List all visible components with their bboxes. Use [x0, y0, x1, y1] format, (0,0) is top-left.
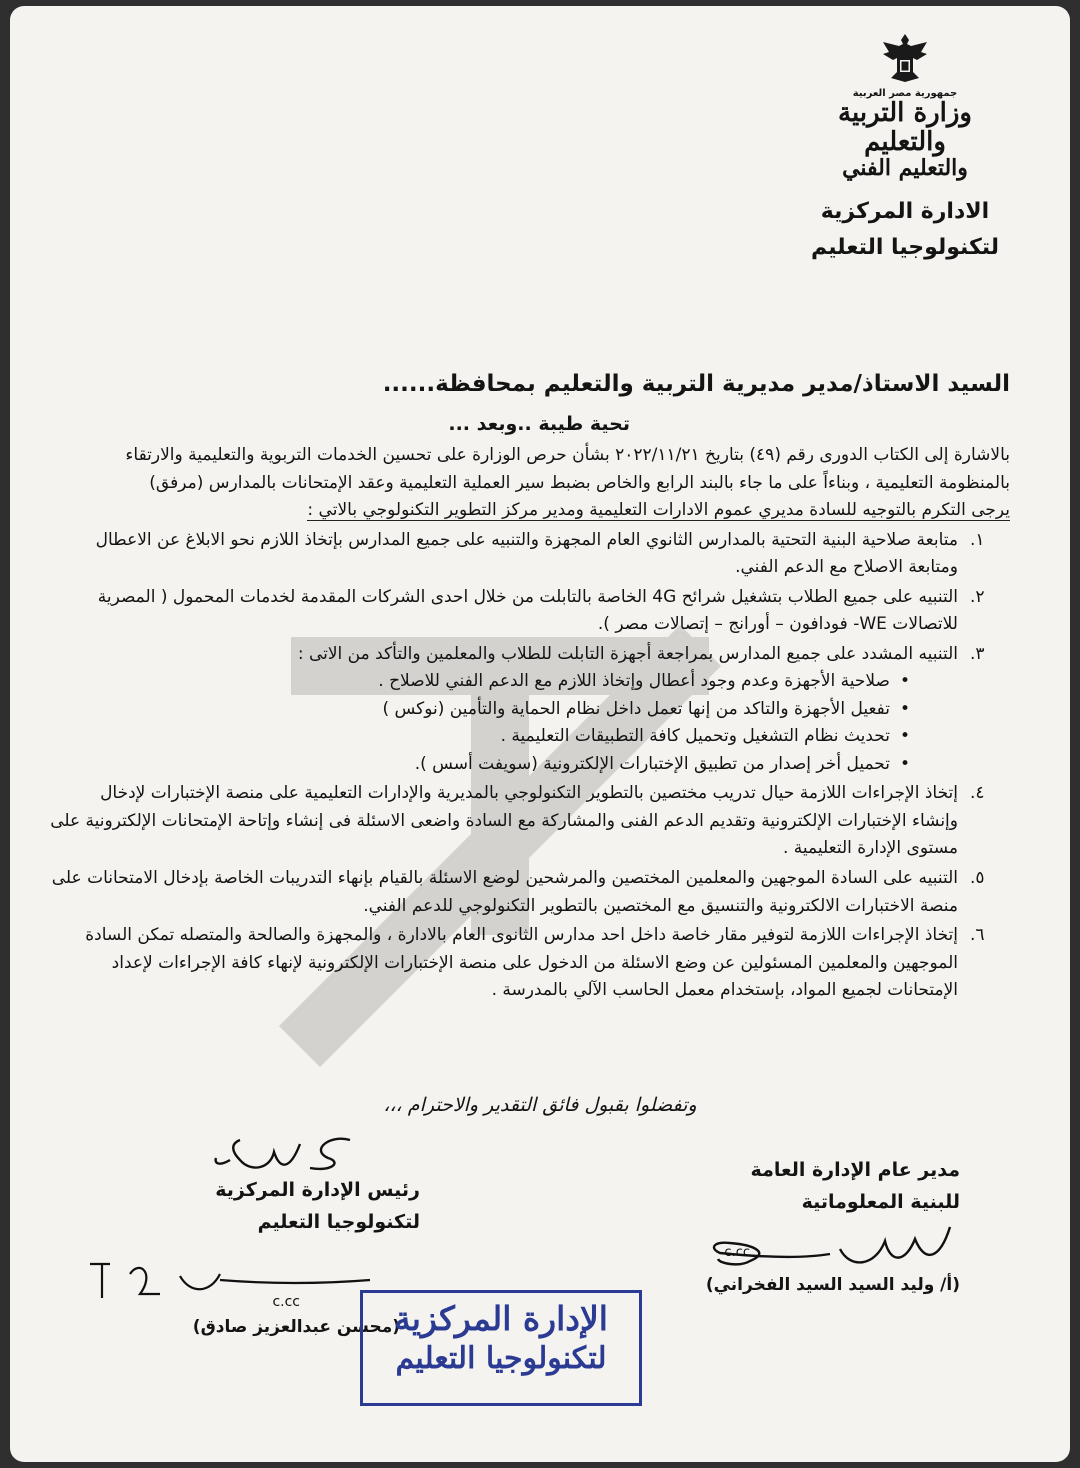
letterhead-country: جمهورية مصر العربية — [852, 88, 958, 99]
letterhead-ministry: وزارة التربية والتعليم — [838, 98, 972, 157]
greeting: تحية طيبة ..وبعد ... — [448, 413, 630, 436]
signature-block-right — [700, 1154, 960, 1295]
point-number: ٢. — [970, 586, 985, 607]
point-number: ٥. — [970, 867, 985, 888]
list-item — [50, 584, 1010, 639]
point-number: ٣. — [970, 643, 985, 664]
closing-line: وتفضلوا بقبول فائق التقدير والاحترام ،،، — [383, 1094, 697, 1116]
eagle-emblem-icon — [877, 32, 933, 84]
point-text: التنبيه المشدد على جميع المدارس بمراجعة أجهزة التابلت للطلاب والمعلمين والتأكد من الاتى : — [297, 643, 958, 664]
letterhead-dept-line1: الادارة المركزية — [820, 199, 990, 225]
list-item — [50, 922, 1010, 1005]
signature-name: (أ/ وليد السيد السيد الفخراني) — [705, 1274, 960, 1295]
svg-text:c.cc: c.cc — [272, 1294, 300, 1310]
point-number: ٦. — [970, 925, 985, 946]
list-item — [50, 641, 1010, 779]
stamp-line1: الإدارة المركزية — [394, 1299, 608, 1338]
svg-text:c.cc: c.cc — [724, 1244, 750, 1260]
signature-title: رئيس الإدارة المركزية — [215, 1179, 420, 1201]
letterhead — [810, 32, 1000, 265]
letterhead-department — [810, 194, 1000, 264]
list-item — [50, 780, 1010, 863]
official-stamp — [360, 1290, 642, 1406]
request-line: يرجى التكرم بالتوجيه للسادة مديري عموم الادارات التعليمية ومدير مركز التطوير التكنولوجي بالاتي : — [307, 500, 1010, 521]
points-list — [50, 527, 1010, 1005]
sub-item: • تحديث نظام التشغيل وتحميل كافة التطبيقات التعليمية . — [50, 723, 910, 751]
document-page — [10, 6, 1070, 1462]
sub-item: • تفعيل الأجهزة والتاكد من إنها تعمل داخل نظام الحماية والتأمين (نوكس ) — [50, 696, 910, 724]
intro-paragraph — [50, 442, 1010, 525]
intro-text: بالاشارة إلى الكتاب الدورى رقم (٤٩) بتاريخ ٢٠٢٢/١١/٢١ بشأن حرص الوزارة على تحسين الخدمات التربوية والتعليمية والارتقاء بالمنظومة التعليمية ، وبناءاً على ما جاء بالبند الرابع والخاص بضبط سير العملية التعليمية وعقد الإمتحانات بالمدارس (مرفق) — [125, 445, 1010, 493]
list-item — [50, 527, 1010, 582]
letterhead-dept-line2: لتكنولوجيا التعليم — [810, 234, 1000, 260]
letterhead-ministry-sub: والتعليم الفني — [842, 155, 968, 182]
point-text: إتخاذ الإجراءات اللازمة لتوفير مقار خاصة داخل احد مدارس الثانوى العام بالادارة ، والمجهزة والصالحة والمتصله تمكن السادة الموجهين والمعلمين المسئولين عن وضع الاسئلة من الدخول على منصة الإختبارات الإلكترونية لإنهاء كافة الإجراءات لإعداد الإمتحانات لجميع المواد، بإستخدام معمل الحاسب الآلي بالمدرسة . — [85, 925, 958, 1001]
sub-item: • تحميل أخر إصدار من تطبيق الإختبارات الإلكترونية (سويفت أسس ). — [50, 751, 910, 779]
point-text: التنبيه على جميع الطلاب بتشغيل شرائح 4G الخاصة بالتابلت من خلال احدى الشركات المقدمة لخدمات المحمول ( المصرية للاتصالات WE- فودافون – أورانج – إتصالات مصر ). — [97, 586, 958, 635]
signature-title: مدير عام الإدارة العامة — [750, 1159, 960, 1181]
point-text: متابعة صلاحية البنية التحتية بالمدارس الثانوي العام المجهزة والتنبيه على جميع المدارس بإتخاذ اللازم نحو الابلاغ عن الاعطال ومتابعة الاصلاح مع الدعم الفني. — [95, 529, 958, 578]
list-item — [50, 865, 1010, 920]
stamp-line2: لتكنولوجيا التعليم — [395, 1340, 607, 1376]
point-number: ٤. — [970, 783, 985, 804]
signature-title-sub: للبنية المعلوماتية — [801, 1191, 960, 1214]
handwritten-signature-right — [700, 1219, 960, 1275]
signature-name: (محسن عبدالعزيز صادق) — [192, 1316, 400, 1337]
addressee: السيد الاستاذ/مدير مديرية التربية والتعليم بمحافظة...... — [382, 371, 1010, 397]
point-text: التنبيه على السادة الموجهين والمعلمين المختصين والمرشحين لوضع الاسئلة بالقيام بإنهاء التدريبات الخاصة بإدخال الامتحانات على منصة الاختبارات الالكترونية والتنسيق مع المختصين بالتطوير التكنولوجي للدعم الفني. — [51, 867, 958, 916]
handwritten-signature-left — [210, 1130, 360, 1176]
point-number: ١. — [970, 529, 985, 550]
sub-item: • صلاحية الأجهزة وعدم وجود أعطال وإتخاذ اللازم مع الدعم الفني للاصلاح . — [50, 668, 910, 696]
point-text: إتخاذ الإجراءات اللازمة حيال تدريب مختصين بالتطوير التكنولوجي بالمديرية والإدارات التعليمية على منصة الإختبارات لإدخال وإنشاء الإختبارات الإلكترونية وتقديم الدعم الفنى والمشاركة مع السادة واضعى الاسئلة فى إنشاء وإتاحة الإمتحانات الإلكترونية على مستوى الإدارة التعليمية . — [50, 783, 958, 859]
letter-body — [50, 366, 1010, 1005]
sub-list — [50, 668, 958, 778]
signature-title-sub: لتكنولوجيا التعليم — [257, 1211, 420, 1234]
